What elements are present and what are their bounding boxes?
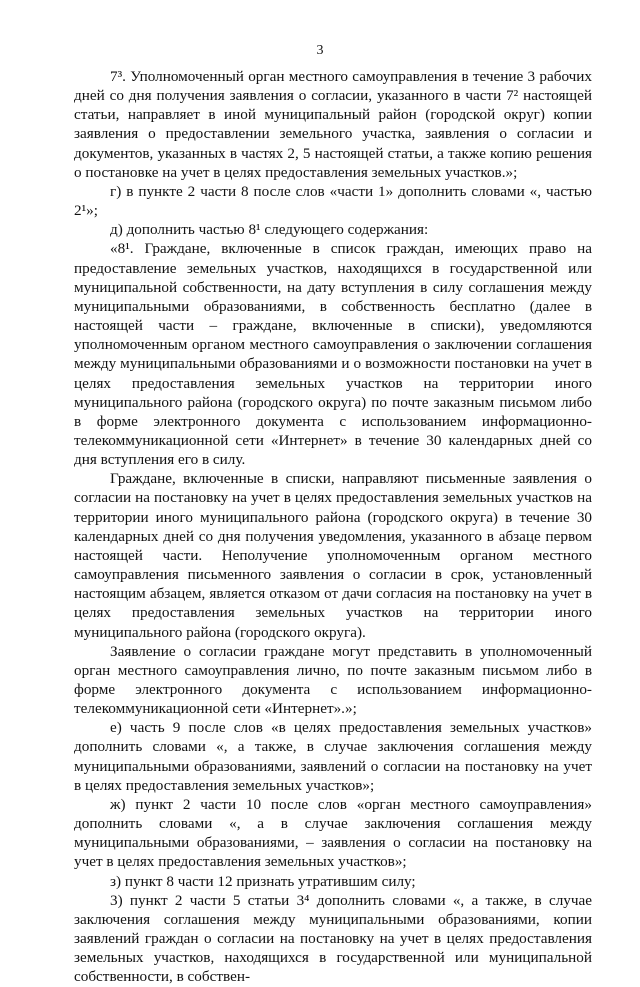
- paragraph-amendment-d: д) дополнить частью 8¹ следующего содержания:: [110, 221, 429, 239]
- paragraph-8-1: «8¹. Граждане, включенные в список граждан, имеющих право на предоставление земельных участков, находящихся в государственной или муниципальной собственности, на дату вступления в силу соглашения между муниципальными образованиями, в собственность бесплатно (далее в настоящей части – граждане, включенные в списки), уведомляются уполномоченным органом местного самоуправления о заключении соглашения между муниципальными образованиями и о возможности постановки на учет в целях предоставления земельных участков на территории иного муниципального района (городского округа) по почте заказным письмом либо в форме электронного документа с использованием информационно-телекоммуникационной сети «Интернет» в течение 30 календарных дней со дня вступления его в силу.: [74, 240, 592, 469]
- paragraph-amendment-zh: ж) пункт 2 части 10 после слов «орган местного самоуправления» дополнить словами «, а в случае заключения соглашения между муниципальными образованиями, – заявления о согласии на постановку на учет в целях предоставления земельных участков»;: [74, 795, 592, 871]
- paragraph-item-3: 3) пункт 2 части 5 статьи 3⁴ дополнить словами «, а также, в случае заключения соглашения между муниципальными образованиями, копии заявлений граждан о согласии на постановку на учет в целях предоставления земельных участков, находящихся в государственной или муниципальной собственности, в собствен-: [74, 891, 592, 986]
- paragraph-amendment-z: з) пункт 8 части 12 признать утратившим силу;: [110, 872, 416, 890]
- paragraph-amendment-g: г) в пункте 2 части 8 после слов «части 1» дополнить словами «, частью 2¹»;: [74, 182, 592, 220]
- paragraph-citizens-written-statements: Граждане, включенные в списки, направляют письменные заявления о согласии на постановку на учет в целях предоставления земельных участков на территории иного муниципального района (городского округа) в течение 30 календарных дней со дня получения уведомления, указанного в абзаце первом настоящей части. Неполучение уполномоченным органом местного самоуправления письменного заявления о согласии в срок, установленный настоящим абзацем, является отказом от дачи согласия на постановку на учет в целях предоставления земельных участков на территории иного муниципального района (городского округа).: [74, 470, 592, 641]
- document-body: [74, 67, 592, 987]
- paragraph-amendment-e: е) часть 9 после слов «в целях предоставления земельных участков» дополнить словами «, а также, в случае заключения соглашения между муниципальными образованиями, заявлений о согласии на постановку на учет в целях предоставления земельных участков»;: [74, 719, 592, 794]
- paragraph-7-3: 7³. Уполномоченный орган местного самоуправления в течение 3 рабочих дней со дня получения заявления о согласии, указанного в части 7² настоящей статьи, направляет в иной муниципальный район (городской округ) копии заявления о предоставлении земельного участка, заявления о согласии и документов, указанных в частях 2, 5 настоящей статьи, а также копию решения о постановке на учет в целях предоставления земельных участков.»;: [74, 68, 592, 181]
- paragraph-statement-submission: Заявление о согласии граждане могут представить в уполномоченный орган местного самоуправления лично, по почте заказным письмом либо в форме электронного документа с использованием информационно-телекоммуникационной сети «Интернет».»;: [74, 642, 592, 718]
- page-number: 3: [316, 43, 324, 58]
